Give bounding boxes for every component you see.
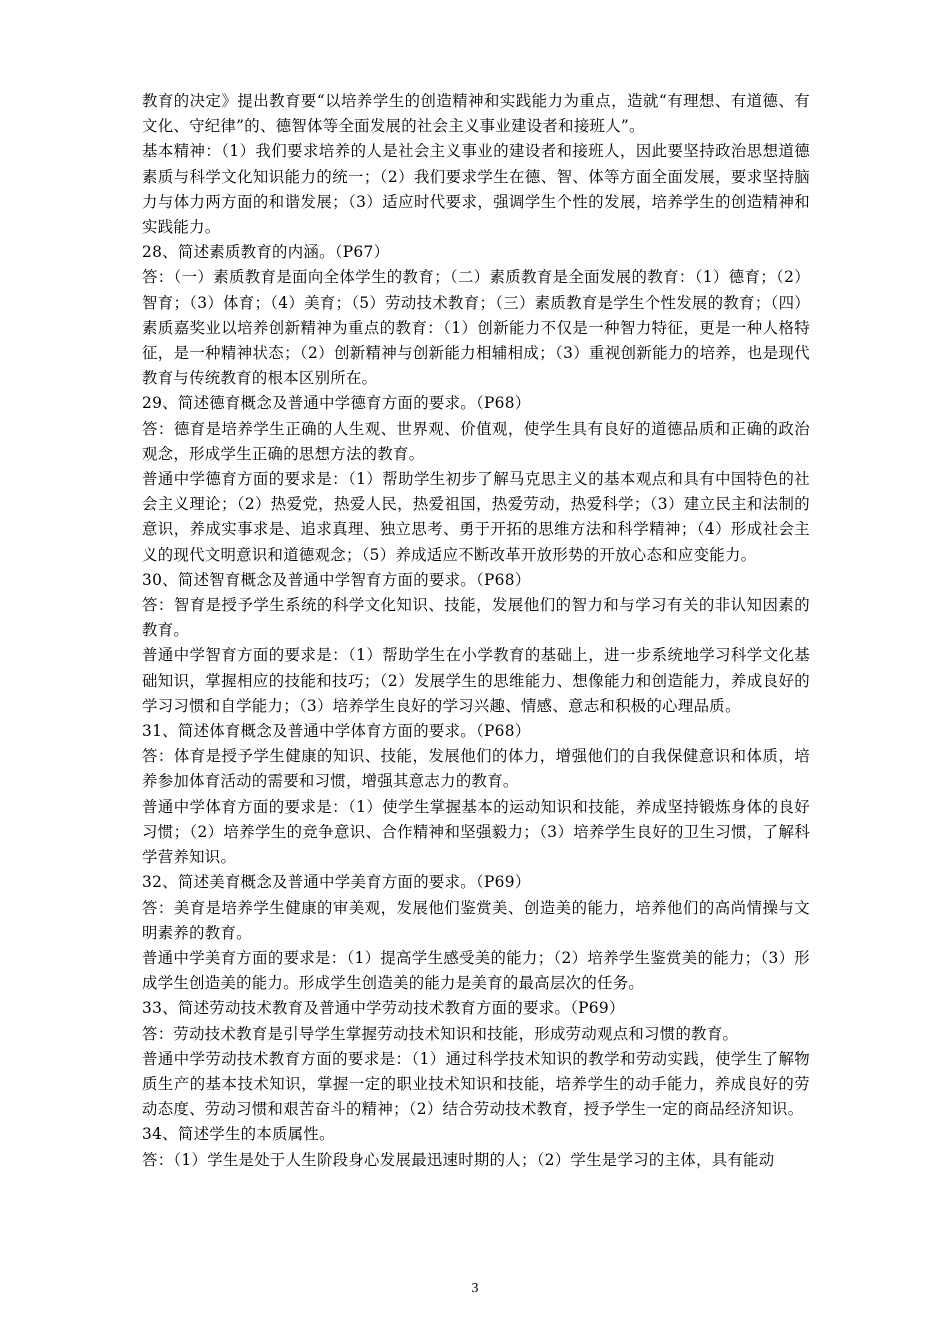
document-body: [142, 89, 810, 1173]
answer-paragraph: 答：（一）素质教育是面向全体学生的教育；（二）素质教育是全面发展的教育：（1）德育；（2）智育；（3）体育；（4）美育；（5）劳动技术教育；（三）素质教育是学生个性发展的教育；（四）素质嘉奖业以培养创新精神为重点的教育：（1）创新能力不仅是一种智力特征，更是一种人格特征，是一种精神状态；（2）创新精神与创新能力相辅相成；（3）重视创新能力的培养，也是现代教育与传统教育的根本区别所在。: [142, 268, 810, 388]
question-heading: 29、简述德育概念及普通中学德育方面的要求。（P68）: [142, 394, 531, 413]
question-heading: 34、简述学生的本质属性。: [142, 1125, 335, 1144]
page-number: 3: [471, 1281, 479, 1296]
paragraph: 普通中学体育方面的要求是：（1）使学生掌握基本的运动知识和技能，养成坚持锻炼身体的良好习惯；（2）培养学生的竞争意识、合作精神和坚强毅力；（3）培养学生良好的卫生习惯，了解科学营养知识。: [142, 797, 810, 867]
question-heading: 28、简述素质教育的内涵。（P67）: [142, 243, 390, 262]
answer-paragraph: 答：德育是培养学生正确的人生观、世界观、价值观，使学生具有良好的道德品质和正确的政治观念，形成学生正确的思想方法的教育。: [142, 419, 810, 463]
question-heading: 33、简述劳动技术教育及普通中学劳动技术教育方面的要求。（P69）: [142, 999, 625, 1018]
answer-paragraph: 答：（1）学生是处于人生阶段身心发展最迅速时期的人；（2）学生是学习的主体，具有能动: [142, 1150, 775, 1169]
paragraph: 教育的决定》提出教育要“以培养学生的创造精神和实践能力为重点，造就“有理想、有道德、有文化、守纪律”的、德智体等全面发展的社会主义事业建设者和接班人”。: [142, 92, 810, 136]
paragraph: 普通中学德育方面的要求是：（1）帮助学生初步了解马克思主义的基本观点和具有中国特色的社会主义理论；（2）热爱党，热爱人民，热爱祖国，热爱劳动，热爱科学；（3）建立民主和法制的意识，养成实事求是、追求真理、独立思考、勇于开拓的思维方法和科学精神；（4）形成社会主义的现代文明意识和道德观念；（5）养成适应不断改革开放形势的开放心态和应变能力。: [142, 470, 810, 564]
question-heading: 30、简述智育概念及普通中学智育方面的要求。（P68）: [142, 570, 531, 589]
paragraph: 基本精神：（1）我们要求培养的人是社会主义事业的建设者和接班人，因此要坚持政治思想道德素质与科学文化知识能力的统一；（2）我们要求学生在德、智、体等方面全面发展，要求坚持脑力与体力两方面的和谐发展；（3）适应时代要求，强调学生个性的发展，培养学生的创造精神和实践能力。: [142, 142, 810, 237]
paragraph: 普通中学智育方面的要求是：（1）帮助学生在小学教育的基础上，进一步系统地学习科学文化基础知识，掌握相应的技能和技巧；（2）发展学生的思维能力、想像能力和创造能力，养成良好的学习习惯和自学能力；（3）培养学生良好的学习兴趣、情感、意志和积极的心理品质。: [142, 646, 810, 715]
question-heading: 32、简述美育概念及普通中学美育方面的要求。（P69）: [142, 873, 531, 892]
question-heading: 31、简述体育概念及普通中学体育方面的要求。（P68）: [142, 722, 531, 741]
paragraph: 普通中学劳动技术教育方面的要求是：（1）通过科学技术知识的教学和劳动实践，使学生了解物质生产的基本技术知识，掌握一定的职业技术知识和技能，培养学生的动手能力，养成良好的劳动态度、劳动习惯和艰苦奋斗的精神；（2）结合劳动技术教育，授予学生一定的商品经济知识。: [142, 1049, 810, 1119]
answer-paragraph: 答：体育是授予学生健康的知识、技能，发展他们的体力，增强他们的自我保健意识和体质，培养参加体育活动的需要和习惯，增强其意志力的教育。: [142, 747, 810, 791]
paragraph: 普通中学美育方面的要求是：（1）提高学生感受美的能力；（2）培养学生鉴赏美的能力；（3）形成学生创造美的能力。形成学生创造美的能力是美育的最高层次的任务。: [142, 948, 810, 993]
answer-paragraph: 答：劳动技术教育是引导学生掌握劳动技术知识和技能，形成劳动观点和习惯的教育。: [142, 1024, 739, 1043]
answer-paragraph: 答：美育是培养学生健康的审美观，发展他们鉴赏美、创造美的能力，培养他们的高尚情操与文明素养的教育。: [142, 898, 810, 942]
answer-paragraph: 答：智育是授予学生系统的科学文化知识、技能，发展他们的智力和与学习有关的非认知因素的教育。: [142, 596, 810, 640]
